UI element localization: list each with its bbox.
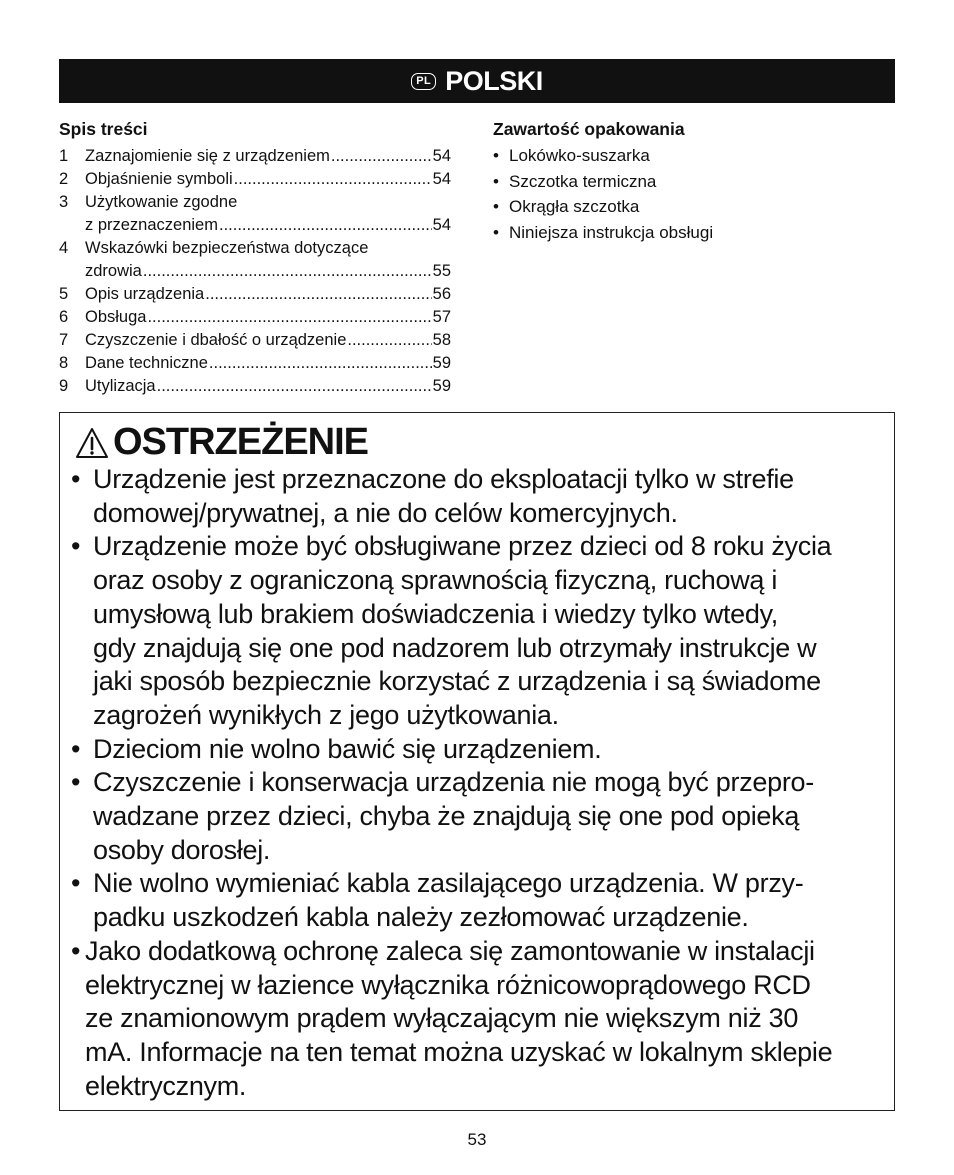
warning-item-text [93, 463, 891, 530]
warning-item-line: domowej/prywatnej, a nie do celów komercyjnych. [93, 497, 678, 528]
toc-entries [59, 145, 451, 398]
warning-item-line: padku uszkodzeń kabla należy zezłomować urządzenie. [93, 902, 749, 933]
toc-entry-title: Obsługa [85, 308, 147, 326]
toc-entry-body [85, 352, 451, 375]
warning-item [71, 733, 891, 767]
page-number: 53 [467, 1130, 487, 1149]
toc-entry [59, 191, 451, 237]
bullet: • [71, 935, 81, 966]
toc-entry-page: 56 [432, 285, 451, 303]
warning-item-line: osoby dorosłej. [93, 834, 271, 865]
toc-entry-page: 54 [432, 216, 451, 234]
warning-item-line: mA. Informacje na ten temat można uzyskać w lokalnym sklepie [85, 1036, 833, 1067]
toc-dot-leader [347, 329, 431, 352]
toc-entry-body [85, 237, 451, 283]
warning-item-line: gdy znajdują się one pod nadzorem lub otrzymały instrukcje w [93, 632, 817, 663]
warning-item-line: wadzane przez dzieci, chyba że znajdują się one pod opieką [93, 801, 800, 832]
toc-entry-number: 7 [59, 331, 69, 349]
toc-entry-number: 5 [59, 285, 69, 303]
bullet: • [71, 733, 81, 764]
toc-dot-leader [143, 260, 432, 283]
toc-entry-body [85, 283, 451, 306]
warning-item-text [93, 766, 891, 867]
toc-entry-title: zdrowia [85, 262, 142, 280]
toc-entry [59, 283, 451, 306]
toc-entry-title: Objaśnienie symboli [85, 170, 233, 188]
toc-dot-leader [209, 352, 432, 375]
toc-entry [59, 375, 451, 398]
warning-item-line: ze znamionowym prądem wyłączającym nie większym niż 30 [85, 1003, 799, 1034]
bullet: • [71, 531, 81, 562]
warning-item-line: Czyszczenie i konserwacja urządzenia nie mogą być przepro- [93, 767, 814, 798]
toc-entry-leader-line [85, 214, 451, 237]
package-contents [493, 119, 893, 245]
toc-entry-leader-line [85, 168, 451, 191]
warning-item-line: Dzieciom nie wolno bawić się urządzeniem. [93, 733, 602, 764]
toc-entry-body [85, 191, 451, 237]
toc-entry-page: 54 [432, 147, 451, 165]
toc-dot-leader [331, 145, 432, 168]
table-of-contents [59, 119, 451, 398]
toc-entry-body [85, 168, 451, 191]
toc-entry-body [85, 329, 451, 352]
toc-entry-number: 2 [59, 170, 69, 188]
warning-item-line: elektrycznej w łazience wyłącznika różnicowoprądowego RCD [85, 969, 811, 1000]
toc-entry [59, 329, 451, 352]
language-code-badge: PL [411, 73, 436, 90]
toc-entry-number: 8 [59, 354, 69, 372]
warning-item [71, 867, 891, 934]
toc-entry-number: 9 [59, 377, 69, 395]
toc-dot-leader [205, 283, 431, 306]
warning-item-line: umysłową lub brakiem doświadczenia i wiedzy tylko wtedy, [93, 598, 778, 629]
package-contents-item-text: Szczotka termiczna [509, 171, 657, 191]
toc-entry-title: Dane techniczne [85, 354, 208, 372]
toc-entry-number: 6 [59, 308, 69, 326]
toc-entry-title: z przeznaczeniem [85, 216, 218, 234]
warning-item-line: oraz osoby z ograniczoną sprawnością fizyczną, ruchową i [93, 565, 778, 596]
warning-item-line: Jako dodatkową ochronę zaleca się zamontowanie w instalacji [85, 935, 815, 966]
warning-item [71, 935, 891, 1104]
toc-entry-body [85, 375, 451, 398]
warning-item-line: Urządzenie może być obsługiwane przez dzieci od 8 roku życia [93, 531, 832, 562]
warning-item-text [93, 733, 891, 767]
warning-item-text [93, 530, 891, 732]
toc-dot-leader [157, 375, 432, 398]
toc-entry [59, 352, 451, 375]
warning-item [71, 463, 891, 530]
toc-entry-leader-line [85, 352, 451, 375]
package-contents-item-text: Okrągła szczotka [509, 197, 640, 216]
warning-item-line: Urządzenie jest przeznaczone do eksploatacji tylko w strefie [93, 464, 794, 494]
toc-entry-leader-line [85, 306, 451, 329]
toc-entry-number: 3 [59, 193, 69, 211]
toc-entry-page: 58 [432, 331, 451, 349]
toc-entry-number: 1 [59, 147, 69, 165]
package-contents-list [493, 143, 893, 245]
warning-item-line: zagrożeń wynikłych z jego użytkowania. [93, 699, 559, 730]
toc-entry-leader-line [85, 145, 451, 168]
warning-item-line: elektrycznym. [85, 1070, 247, 1101]
bullet: • [493, 171, 499, 191]
package-contents-item-text: Lokówko-suszarka [509, 146, 650, 165]
toc-entry-page: 59 [432, 377, 451, 395]
package-contents-item [493, 220, 893, 246]
toc-entry-title: Czyszczenie i dbałość o urządzenie [85, 331, 347, 349]
language-header-bar [59, 59, 895, 103]
toc-entry-title: Utylizacja [85, 377, 156, 395]
toc-entry-title: Opis urządzenia [85, 285, 205, 303]
toc-entry [59, 306, 451, 329]
toc-entry-page: 57 [432, 308, 451, 326]
toc-entry-page: 54 [432, 170, 451, 188]
toc-entry-leader-line [85, 283, 451, 306]
toc-entry [59, 145, 451, 168]
package-contents-item-text: Niniejsza instrukcja obsługi [509, 222, 714, 242]
toc-entry [59, 237, 451, 283]
warning-item-text [85, 935, 891, 1104]
warning-item [71, 766, 891, 867]
warning-heading-text: OSTRZEŻENIE [113, 421, 369, 463]
bullet: • [71, 868, 81, 899]
warning-item-line: Nie wolno wymieniać kabla zasilającego urządzenia. W przy- [93, 868, 804, 899]
toc-dot-leader [219, 214, 432, 237]
toc-dot-leader [234, 168, 432, 191]
bullet: • [71, 767, 81, 798]
warning-box [59, 412, 895, 1111]
package-contents-item [493, 194, 893, 220]
toc-dot-leader [147, 306, 431, 329]
toc-entry-leader-line [85, 329, 451, 352]
bullet: • [71, 464, 81, 494]
package-contents-heading: Zawartość opakowania [493, 119, 685, 139]
toc-entry-body [85, 306, 451, 329]
toc-heading: Spis treści [59, 119, 148, 139]
toc-entry-page: 55 [432, 262, 451, 280]
bullet: • [493, 197, 499, 216]
package-contents-item [493, 169, 893, 195]
package-contents-item [493, 143, 893, 169]
toc-entry-body [85, 145, 451, 168]
toc-entry-leader-line [85, 375, 451, 398]
warning-item-text [93, 867, 891, 934]
toc-entry-leader-line [85, 260, 451, 283]
warning-triangle-icon [75, 427, 109, 459]
warning-item [71, 530, 891, 732]
warning-item-line: jaki sposób bezpiecznie korzystać z urządzenia i są świadome [93, 666, 821, 697]
bullet: • [493, 146, 499, 165]
warning-list [71, 463, 891, 1103]
language-title: POLSKI [445, 65, 543, 96]
toc-entry-number: 4 [59, 239, 69, 257]
toc-entry [59, 168, 451, 191]
toc-entry-page: 59 [432, 354, 451, 372]
warning-heading [75, 421, 368, 464]
toc-entry-title-line: Użytkowanie zgodne [85, 193, 238, 211]
bullet: • [493, 222, 499, 242]
toc-entry-title: Zaznajomienie się z urządzeniem [85, 147, 330, 165]
toc-entry-title-line: Wskazówki bezpieczeństwa dotyczące [85, 239, 369, 257]
